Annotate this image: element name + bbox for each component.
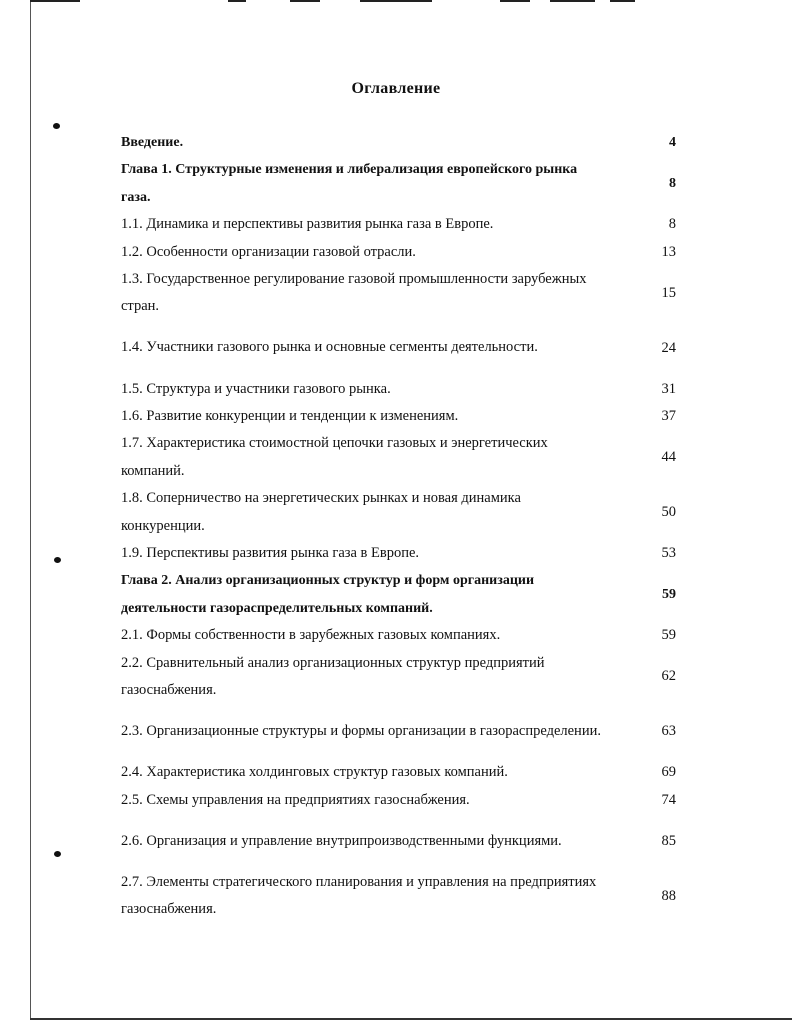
toc-entry-page: 63 [661, 723, 676, 740]
toc-entry-title: 1.2. Особенности организации газовой отрасли. [121, 243, 416, 260]
toc-entry-title: 2.1. Формы собственности в зарубежных газовых компаниях. [121, 627, 501, 644]
toc-entry-page: 4 [669, 134, 676, 150]
toc-entry-title: 1.7. Характеристика стоимостной цепочки газовых и энергетических компаний. [121, 435, 548, 479]
scan-top-stroke [500, 0, 530, 2]
toc-entry-page: 8 [669, 175, 676, 191]
toc-entry [121, 403, 676, 430]
toc-entry-title: Глава 2. Анализ организационных структур и форм организации деятельности газораспределительных компаний. [121, 573, 535, 616]
toc-entry [121, 211, 676, 238]
scan-top-stroke [30, 0, 80, 2]
toc-entry-title: 1.6. Развитие конкуренции и тенденции к изменениям. [121, 407, 459, 424]
toc-title: Оглавление [351, 80, 441, 97]
scan-speck [54, 851, 61, 857]
toc-entry [121, 540, 676, 567]
toc-entry [121, 759, 676, 786]
toc-entry [121, 622, 676, 649]
toc-entry-title: 2.5. Схемы управления на предприятиях газоснабжения. [121, 791, 470, 808]
toc-entry [121, 376, 676, 403]
toc-entry-title: 1.3. Государственное регулирование газовой промышленности зарубежных стран. [121, 270, 587, 315]
toc-entry [121, 567, 676, 622]
toc-entry-title: 2.7. Элементы стратегического планирования и управления на предприятиях газоснабжения. [121, 873, 597, 918]
toc-entry-page: 85 [661, 832, 676, 849]
toc-entry [121, 430, 676, 485]
toc-entry [121, 321, 676, 376]
toc-entry-title: 2.2. Сравнительный анализ организационных структур предприятий газоснабжения. [121, 654, 545, 698]
toc-entry-title: 1.4. Участники газового рынка и основные сегменты деятельности. [121, 339, 538, 356]
scan-top-stroke [360, 0, 432, 2]
toc-entry-page: 69 [661, 764, 676, 781]
toc-entry-page: 8 [668, 216, 676, 233]
toc-entry [121, 650, 676, 705]
scan-left-edge [30, 0, 31, 1018]
scan-top-stroke [610, 0, 635, 2]
toc-entry [121, 814, 676, 869]
scan-top-stroke [550, 0, 595, 2]
toc-entry-page: 74 [661, 791, 676, 808]
toc-entry-title: Введение. [121, 135, 184, 150]
toc-entry-page: 44 [661, 449, 676, 466]
toc-entry [121, 129, 676, 156]
toc-entry-page: 31 [661, 380, 676, 397]
toc-entry [121, 787, 676, 814]
toc-entry-title: 2.3. Организационные структуры и формы организации в газораспределении. [121, 723, 601, 739]
scan-speck [54, 557, 61, 563]
scan-speck [53, 123, 60, 129]
toc-entry-page: 62 [661, 668, 676, 685]
toc-entry-title: 2.6. Организация и управление внутрипроизводственными функциями. [121, 832, 562, 849]
toc-entry-page: 24 [661, 339, 676, 356]
toc-entry [121, 239, 676, 266]
toc-entry-title: 1.8. Соперничество на энергетических рынках и новая динамика конкуренции. [121, 490, 521, 534]
toc-entry [121, 266, 676, 321]
toc-entry-title: 2.4. Характеристика холдинговых структур газовых компаний. [121, 764, 508, 781]
toc-entry-page: 37 [661, 408, 676, 425]
toc-entry-page: 59 [662, 586, 676, 602]
toc-entry [121, 869, 676, 924]
toc-entry-page: 13 [661, 243, 676, 260]
toc-entry-page: 53 [661, 545, 676, 562]
toc-entry [121, 704, 676, 759]
scan-top-stroke [290, 0, 320, 2]
toc-entry-page: 88 [661, 887, 676, 904]
toc-entry [121, 156, 676, 211]
toc-entry-page: 50 [661, 504, 676, 521]
toc-entry [121, 485, 676, 540]
toc-entry-page: 15 [661, 284, 676, 301]
toc-entry-title: Глава 1. Структурные изменения и либерализация европейского рынка газа. [121, 162, 578, 205]
toc-entry-page: 59 [661, 627, 676, 644]
toc-entry-title: 1.5. Структура и участники газового рынка. [121, 380, 391, 397]
toc-entry-title: 1.9. Перспективы развития рынка газа в Европе. [121, 544, 420, 561]
toc-entry-title: 1.1. Динамика и перспективы развития рынка газа в Европе. [121, 216, 494, 233]
scan-bottom-edge [30, 1018, 792, 1020]
table-of-contents [121, 129, 676, 923]
scan-top-stroke [228, 0, 246, 2]
